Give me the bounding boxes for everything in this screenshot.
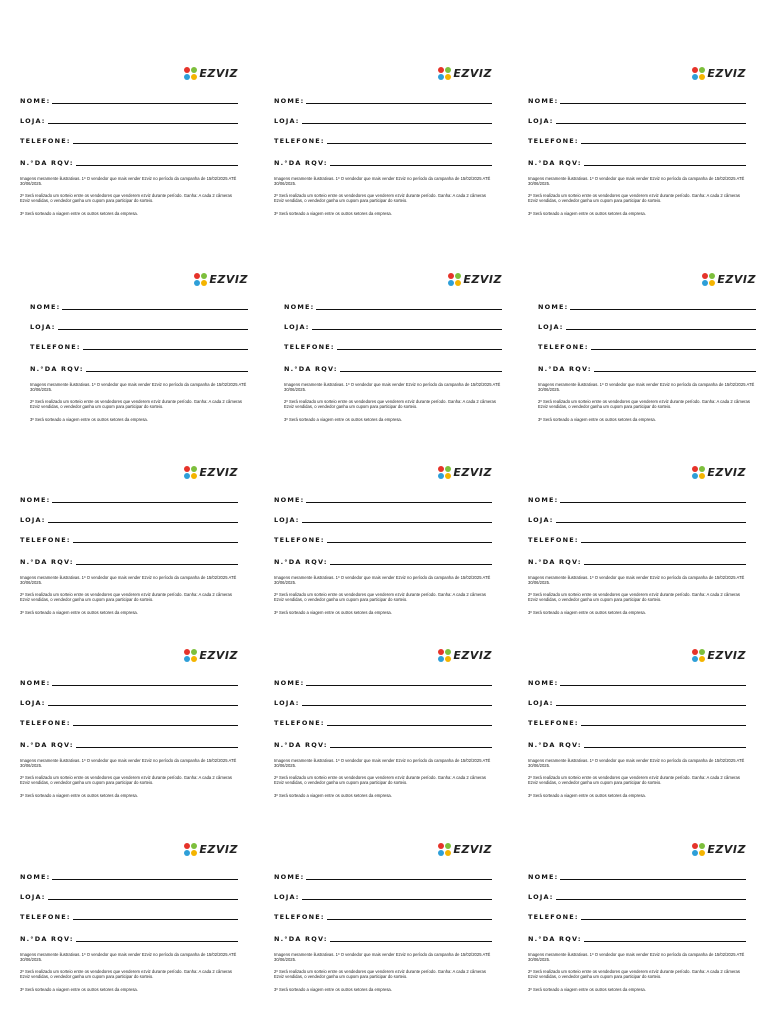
note-paragraph-2: 2º Será realizado um sorteio entre os vendedores que venderem ezviz durante período. Ganha: A cada 2 câmeras Ezviz vendidas, o vendedor ganha um cupom para participar do sorteio. [538,399,750,410]
field-label: TELEFONE: [274,136,325,145]
note-paragraph-1: Imagens meramente ilustrativas. 1º O vendedor que mais vender Ezviz no período da campanha de 15/02/2025 ATÉ 30/06/2025. [528,176,745,187]
ezviz-logo [438,648,492,662]
fill-in-line[interactable] [48,123,238,124]
note-paragraph-1: Imagens meramente ilustrativas. 1º O vendedor que mais vender Ezviz no período da campanha de 15/02/2025 ATÉ 30/06/2025. [20,758,237,769]
logo-text: EZVIZ [717,272,756,286]
note-paragraph-3: 3º Será sorteado a viagem entre os outros setores da empresa. [274,610,392,615]
field-label: N.°DA RQV: [274,740,328,749]
ezviz-flower-icon [194,273,207,286]
fill-in-line[interactable] [48,899,238,900]
loja-field [20,695,238,707]
fill-in-line[interactable] [581,919,746,920]
field-label: LOJA: [274,515,300,524]
fill-in-line[interactable] [330,165,492,166]
ezviz-flower-icon [438,67,451,80]
nome-field [274,492,492,504]
field-label: N.°DA RQV: [538,364,592,373]
rqv-field [20,554,238,566]
ezviz-flower-icon [184,67,197,80]
field-label: NOME: [274,872,305,881]
note-paragraph-2: 2º Será realizado um sorteio entre os vendedores que venderem ezviz durante período. Ganha: A cada 2 câmeras Ezviz vendidas, o vendedor ganha um cupom para participar do sorteio. [274,775,486,786]
note-paragraph-1: Imagens meramente ilustrativas. 1º O vendedor que mais vender Ezviz no período da campanha de 15/02/2025 ATÉ 30/06/2025. [528,758,745,769]
field-label: TELEFONE: [20,136,71,145]
telefone-field [20,133,238,145]
ezviz-logo [692,648,746,662]
coupon-card [528,648,746,808]
field-label: N.°DA RQV: [20,934,74,943]
field-label: LOJA: [528,698,554,707]
fill-in-line[interactable] [337,349,502,350]
fill-in-line[interactable] [302,522,492,523]
field-label: NOME: [528,872,559,881]
fill-in-line[interactable] [306,879,492,880]
loja-field [20,889,238,901]
field-label: TELEFONE: [20,535,71,544]
note-paragraph-3: 3º Será sorteado a viagem entre os outros setores da empresa. [274,793,392,798]
fill-in-line[interactable] [584,747,746,748]
field-label: NOME: [20,678,51,687]
rqv-field [274,931,492,943]
field-label: N.°DA RQV: [20,158,74,167]
fill-in-line[interactable] [560,879,746,880]
nome-field [528,93,746,105]
coupon-card [20,648,238,808]
note-paragraph-1: Imagens meramente ilustrativas. 1º O vendedor que mais vender Ezviz no período da campanha de 15/02/2025 ATÉ 30/06/2025. [30,382,247,393]
field-label: LOJA: [20,116,46,125]
field-label: N.°DA RQV: [30,364,84,373]
ezviz-logo [448,272,502,286]
note-paragraph-3: 3º Será sorteado a viagem entre os outros setores da empresa. [528,793,646,798]
ezviz-logo [184,842,238,856]
ezviz-flower-icon [692,649,705,662]
ezviz-logo [184,648,238,662]
note-paragraph-1: Imagens meramente ilustrativas. 1º O vendedor que mais vender Ezviz no período da campanha de 15/02/2025 ATÉ 30/06/2025. [528,575,745,586]
note-paragraph-2: 2º Será realizado um sorteio entre os vendedores que venderem ezviz durante período. Ganha: A cada 2 câmeras Ezviz vendidas, o vendedor ganha um cupom para participar do sorteio. [20,775,232,786]
field-label: N.°DA RQV: [528,934,582,943]
rqv-field [20,155,238,167]
ezviz-flower-icon [438,843,451,856]
field-label: TELEFONE: [274,912,325,921]
nome-field [20,869,238,881]
note-paragraph-2: 2º Será realizado um sorteio entre os vendedores que venderem ezviz durante período. Ganha: A cada 2 câmeras Ezviz vendidas, o vendedor ganha um cupom para participar do sorteio. [274,193,486,204]
coupon-card [538,272,756,432]
ezviz-flower-icon [184,649,197,662]
rqv-field [274,737,492,749]
field-label: LOJA: [274,698,300,707]
telefone-field [284,339,502,351]
field-label: NOME: [274,495,305,504]
ezviz-logo [184,465,238,479]
fill-in-line[interactable] [556,123,746,124]
field-label: N.°DA RQV: [274,934,328,943]
loja-field [274,695,492,707]
note-paragraph-2: 2º Será realizado um sorteio entre os vendedores que venderem ezviz durante período. Ganha: A cada 2 câmeras Ezviz vendidas, o vendedor ganha um cupom para participar do sorteio. [528,969,740,980]
fill-in-line[interactable] [302,705,492,706]
note-paragraph-3: 3º Será sorteado a viagem entre os outros setores da empresa. [274,211,392,216]
field-label: TELEFONE: [284,342,335,351]
rqv-field [20,737,238,749]
telefone-field [528,715,746,727]
logo-text: EZVIZ [707,66,746,80]
note-paragraph-1: Imagens meramente ilustrativas. 1º O vendedor que mais vender Ezviz no período da campanha de 15/02/2025 ATÉ 30/06/2025. [20,575,237,586]
rqv-field [528,931,746,943]
ezviz-logo [438,465,492,479]
field-label: N.°DA RQV: [20,557,74,566]
note-paragraph-1: Imagens meramente ilustrativas. 1º O vendedor que mais vender Ezviz no período da campanha de 15/02/2025 ATÉ 30/06/2025. [538,382,755,393]
field-label: LOJA: [538,322,564,331]
field-label: N.°DA RQV: [528,740,582,749]
fill-in-line[interactable] [52,685,238,686]
fill-in-line[interactable] [62,309,248,310]
telefone-field [274,715,492,727]
field-label: N.°DA RQV: [528,158,582,167]
note-paragraph-3: 3º Será sorteado a viagem entre os outros setores da empresa. [20,987,138,992]
field-label: N.°DA RQV: [528,557,582,566]
fill-in-line[interactable] [306,685,492,686]
coupon-card [528,465,746,625]
loja-field [20,512,238,524]
fill-in-line[interactable] [73,542,238,543]
fill-in-line[interactable] [302,123,492,124]
nome-field [30,299,248,311]
telefone-field [20,909,238,921]
nome-field [528,675,746,687]
note-paragraph-2: 2º Será realizado um sorteio entre os vendedores que venderem ezviz durante período. Ganha: A cada 2 câmeras Ezviz vendidas, o vendedor ganha um cupom para participar do sorteio. [274,969,486,980]
loja-field [538,319,756,331]
note-paragraph-2: 2º Será realizado um sorteio entre os vendedores que venderem ezviz durante período. Ganha: A cada 2 câmeras Ezviz vendidas, o vendedor ganha um cupom para participar do sorteio. [20,969,232,980]
field-label: TELEFONE: [528,912,579,921]
fill-in-line[interactable] [584,941,746,942]
note-paragraph-1: Imagens meramente ilustrativas. 1º O vendedor que mais vender Ezviz no período da campanha de 15/02/2025 ATÉ 30/06/2025. [274,952,491,963]
logo-text: EZVIZ [453,842,492,856]
fill-in-line[interactable] [58,329,248,330]
fill-in-line[interactable] [48,705,238,706]
field-label: LOJA: [528,116,554,125]
field-label: NOME: [20,495,51,504]
ezviz-flower-icon [184,466,197,479]
fill-in-line[interactable] [340,371,502,372]
field-label: LOJA: [528,892,554,901]
logo-text: EZVIZ [707,465,746,479]
fill-in-line[interactable] [73,725,238,726]
note-paragraph-2: 2º Será realizado um sorteio entre os vendedores que venderem ezviz durante período. Ganha: A cada 2 câmeras Ezviz vendidas, o vendedor ganha um cupom para participar do sorteio. [274,592,486,603]
note-paragraph-3: 3º Será sorteado a viagem entre os outros setores da empresa. [528,610,646,615]
fill-in-line[interactable] [52,103,238,104]
rqv-field [528,554,746,566]
loja-field [274,512,492,524]
fill-in-line[interactable] [306,103,492,104]
logo-text: EZVIZ [453,648,492,662]
telefone-field [20,532,238,544]
note-paragraph-3: 3º Será sorteado a viagem entre os outros setores da empresa. [30,417,148,422]
coupon-card [20,465,238,625]
logo-text: EZVIZ [199,465,238,479]
fill-in-line[interactable] [76,564,238,565]
logo-text: EZVIZ [453,465,492,479]
fill-in-line[interactable] [581,542,746,543]
loja-field [528,889,746,901]
fill-in-line[interactable] [330,747,492,748]
ezviz-logo [194,272,248,286]
note-paragraph-2: 2º Será realizado um sorteio entre os vendedores que venderem ezviz durante período. Ganha: A cada 2 câmeras Ezviz vendidas, o vendedor ganha um cupom para participar do sorteio. [20,592,232,603]
field-label: NOME: [274,96,305,105]
coupon-card [274,648,492,808]
field-label: LOJA: [528,515,554,524]
field-label: TELEFONE: [20,912,71,921]
ezviz-logo [692,842,746,856]
loja-field [274,113,492,125]
nome-field [20,492,238,504]
note-paragraph-3: 3º Será sorteado a viagem entre os outros setores da empresa. [274,987,392,992]
field-label: NOME: [284,302,315,311]
field-label: NOME: [20,872,51,881]
fill-in-line[interactable] [556,705,746,706]
ezviz-logo [692,465,746,479]
field-label: TELEFONE: [538,342,589,351]
fill-in-line[interactable] [566,329,756,330]
note-paragraph-3: 3º Será sorteado a viagem entre os outros setores da empresa. [20,211,138,216]
telefone-field [538,339,756,351]
note-paragraph-1: Imagens meramente ilustrativas. 1º O vendedor que mais vender Ezviz no período da campanha de 15/02/2025 ATÉ 30/06/2025. [528,952,745,963]
field-label: N.°DA RQV: [274,158,328,167]
logo-text: EZVIZ [199,648,238,662]
coupon-card [274,465,492,625]
field-label: TELEFONE: [274,718,325,727]
note-paragraph-2: 2º Será realizado um sorteio entre os vendedores que venderem ezviz durante período. Ganha: A cada 2 câmeras Ezviz vendidas, o vendedor ganha um cupom para participar do sorteio. [528,193,740,204]
telefone-field [274,133,492,145]
nome-field [528,869,746,881]
fill-in-line[interactable] [594,371,756,372]
loja-field [274,889,492,901]
fill-in-line[interactable] [76,747,238,748]
rqv-field [528,155,746,167]
logo-text: EZVIZ [199,66,238,80]
field-label: TELEFONE: [528,136,579,145]
note-paragraph-2: 2º Será realizado um sorteio entre os vendedores que venderem ezviz durante período. Ganha: A cada 2 câmeras Ezviz vendidas, o vendedor ganha um cupom para participar do sorteio. [284,399,496,410]
field-label: TELEFONE: [528,535,579,544]
ezviz-flower-icon [692,466,705,479]
rqv-field [30,361,248,373]
field-label: TELEFONE: [30,342,81,351]
nome-field [538,299,756,311]
field-label: NOME: [274,678,305,687]
nome-field [274,869,492,881]
field-label: TELEFONE: [528,718,579,727]
ezviz-logo [438,842,492,856]
fill-in-line[interactable] [52,502,238,503]
loja-field [20,113,238,125]
telefone-field [528,909,746,921]
logo-text: EZVIZ [707,648,746,662]
fill-in-line[interactable] [581,725,746,726]
field-label: NOME: [20,96,51,105]
fill-in-line[interactable] [76,941,238,942]
fill-in-line[interactable] [86,371,248,372]
fill-in-line[interactable] [584,564,746,565]
coupon-card [274,66,492,226]
rqv-field [528,737,746,749]
ezviz-flower-icon [448,273,461,286]
ezviz-flower-icon [438,466,451,479]
loja-field [30,319,248,331]
fill-in-line[interactable] [76,165,238,166]
field-label: LOJA: [274,892,300,901]
field-label: LOJA: [30,322,56,331]
field-label: NOME: [528,495,559,504]
note-paragraph-3: 3º Será sorteado a viagem entre os outros setores da empresa. [538,417,656,422]
field-label: NOME: [528,678,559,687]
fill-in-line[interactable] [83,349,248,350]
field-label: LOJA: [284,322,310,331]
loja-field [284,319,502,331]
rqv-field [274,155,492,167]
logo-text: EZVIZ [707,842,746,856]
ezviz-logo [184,66,238,80]
telefone-field [30,339,248,351]
fill-in-line[interactable] [560,685,746,686]
field-label: N.°DA RQV: [20,740,74,749]
fill-in-line[interactable] [73,143,238,144]
ezviz-flower-icon [692,67,705,80]
fill-in-line[interactable] [330,941,492,942]
fill-in-line[interactable] [312,329,502,330]
fill-in-line[interactable] [591,349,756,350]
nome-field [284,299,502,311]
note-paragraph-1: Imagens meramente ilustrativas. 1º O vendedor que mais vender Ezviz no período da campanha de 15/02/2025 ATÉ 30/06/2025. [20,952,237,963]
ezviz-flower-icon [184,843,197,856]
fill-in-line[interactable] [48,522,238,523]
telefone-field [274,909,492,921]
rqv-field [20,931,238,943]
ezviz-flower-icon [702,273,715,286]
nome-field [20,675,238,687]
note-paragraph-3: 3º Será sorteado a viagem entre os outros setores da empresa. [528,211,646,216]
fill-in-line[interactable] [330,564,492,565]
field-label: NOME: [528,96,559,105]
coupon-card [528,842,746,1002]
field-label: LOJA: [20,892,46,901]
fill-in-line[interactable] [302,899,492,900]
note-paragraph-2: 2º Será realizado um sorteio entre os vendedores que venderem ezviz durante período. Ganha: A cada 2 câmeras Ezviz vendidas, o vendedor ganha um cupom para participar do sorteio. [20,193,232,204]
field-label: TELEFONE: [274,535,325,544]
coupon-card [284,272,502,432]
nome-field [274,93,492,105]
note-paragraph-1: Imagens meramente ilustrativas. 1º O vendedor que mais vender Ezviz no período da campanha de 15/02/2025 ATÉ 30/06/2025. [274,575,491,586]
field-label: LOJA: [20,698,46,707]
fill-in-line[interactable] [316,309,502,310]
rqv-field [274,554,492,566]
telefone-field [274,532,492,544]
logo-text: EZVIZ [463,272,502,286]
field-label: LOJA: [20,515,46,524]
telefone-field [528,532,746,544]
loja-field [528,695,746,707]
note-paragraph-3: 3º Será sorteado a viagem entre os outros setores da empresa. [20,610,138,615]
coupon-card [20,66,238,226]
telefone-field [528,133,746,145]
ezviz-flower-icon [438,649,451,662]
fill-in-line[interactable] [560,103,746,104]
fill-in-line[interactable] [327,725,492,726]
loja-field [528,512,746,524]
coupon-card [20,842,238,1002]
telefone-field [20,715,238,727]
note-paragraph-3: 3º Será sorteado a viagem entre os outros setores da empresa. [20,793,138,798]
fill-in-line[interactable] [327,143,492,144]
fill-in-line[interactable] [327,919,492,920]
logo-text: EZVIZ [453,66,492,80]
field-label: NOME: [30,302,61,311]
fill-in-line[interactable] [581,143,746,144]
note-paragraph-3: 3º Será sorteado a viagem entre os outros setores da empresa. [284,417,402,422]
loja-field [528,113,746,125]
note-paragraph-1: Imagens meramente ilustrativas. 1º O vendedor que mais vender Ezviz no período da campanha de 15/02/2025 ATÉ 30/06/2025. [20,176,237,187]
nome-field [528,492,746,504]
field-label: N.°DA RQV: [274,557,328,566]
coupon-card [274,842,492,1002]
note-paragraph-1: Imagens meramente ilustrativas. 1º O vendedor que mais vender Ezviz no período da campanha de 15/02/2025 ATÉ 30/06/2025. [274,758,491,769]
fill-in-line[interactable] [306,502,492,503]
coupon-card [528,66,746,226]
note-paragraph-3: 3º Será sorteado a viagem entre os outros setores da empresa. [528,987,646,992]
note-paragraph-1: Imagens meramente ilustrativas. 1º O vendedor que mais vender Ezviz no período da campanha de 15/02/2025 ATÉ 30/06/2025. [274,176,491,187]
ezviz-logo [692,66,746,80]
note-paragraph-2: 2º Será realizado um sorteio entre os vendedores que venderem ezviz durante período. Ganha: A cada 2 câmeras Ezviz vendidas, o vendedor ganha um cupom para participar do sorteio. [528,775,740,786]
ezviz-flower-icon [692,843,705,856]
logo-text: EZVIZ [199,842,238,856]
ezviz-logo [438,66,492,80]
nome-field [274,675,492,687]
coupon-card [30,272,248,432]
logo-text: EZVIZ [209,272,248,286]
field-label: NOME: [538,302,569,311]
note-paragraph-1: Imagens meramente ilustrativas. 1º O vendedor que mais vender Ezviz no período da campanha de 15/02/2025 ATÉ 30/06/2025. [284,382,501,393]
fill-in-line[interactable] [570,309,756,310]
fill-in-line[interactable] [73,919,238,920]
nome-field [20,93,238,105]
fill-in-line[interactable] [556,522,746,523]
rqv-field [284,361,502,373]
fill-in-line[interactable] [52,879,238,880]
rqv-field [538,361,756,373]
field-label: TELEFONE: [20,718,71,727]
field-label: N.°DA RQV: [284,364,338,373]
fill-in-line[interactable] [584,165,746,166]
fill-in-line[interactable] [327,542,492,543]
note-paragraph-2: 2º Será realizado um sorteio entre os vendedores que venderem ezviz durante período. Ganha: A cada 2 câmeras Ezviz vendidas, o vendedor ganha um cupom para participar do sorteio. [528,592,740,603]
field-label: LOJA: [274,116,300,125]
fill-in-line[interactable] [560,502,746,503]
note-paragraph-2: 2º Será realizado um sorteio entre os vendedores que venderem ezviz durante período. Ganha: A cada 2 câmeras Ezviz vendidas, o vendedor ganha um cupom para participar do sorteio. [30,399,242,410]
fill-in-line[interactable] [556,899,746,900]
ezviz-logo [702,272,756,286]
